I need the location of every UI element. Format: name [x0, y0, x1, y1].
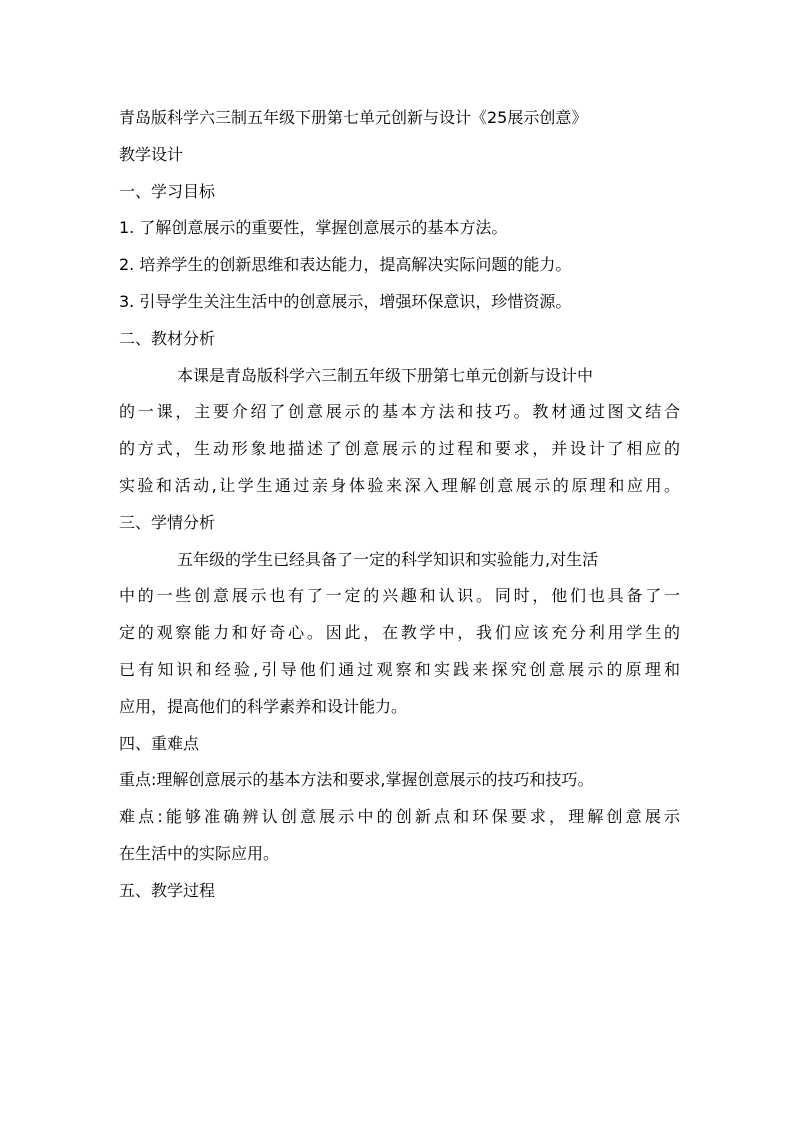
section-heading-process: 五、教学过程: [119, 880, 216, 900]
keypoints-line: 难点:能够准确辨认创意展示中的创新点和环保要求，理解创意展示: [119, 807, 680, 827]
document-subtitle: 教学设计: [119, 144, 184, 164]
students-paragraph-line: 已有知识和经验,引导他们通过观察和实践来探究创意展示的原理和: [119, 659, 680, 679]
material-paragraph-line: 的一课，主要介绍了创意展示的基本方法和技巧。教材通过图文结合: [119, 402, 680, 422]
material-paragraph-line: 本课是青岛版科学六三制五年级下册第七单元创新与设计中: [177, 365, 594, 385]
document-body: [119, 100, 680, 910]
objective-item: 2. 培养学生的创新思维和表达能力，提高解决实际问题的能力。: [119, 255, 572, 275]
section-heading-objectives: 一、学习目标: [119, 181, 216, 201]
section-heading-students: 三、学情分析: [119, 512, 216, 532]
students-paragraph-line: 应用，提高他们的科学素养和设计能力。: [119, 696, 408, 716]
students-paragraph-line: 定的观察能力和好奇心。因此，在教学中，我们应该充分利用学生的: [119, 623, 680, 643]
objective-item: 1. 了解创意展示的重要性，掌握创意展示的基本方法。: [119, 218, 508, 238]
material-paragraph-line: 的方式，生动形象地描述了创意展示的过程和要求，并设计了相应的: [119, 439, 680, 459]
section-heading-keypoints: 四、重难点: [119, 733, 200, 753]
keypoints-line: 在生活中的实际应用。: [119, 843, 280, 863]
document-title: 青岛版科学六三制五年级下册第七单元创新与设计《25展示创意》: [119, 108, 588, 127]
students-paragraph-line: 中的一些创意展示也有了一定的兴趣和认识。同时，他们也具备了一: [119, 586, 680, 606]
keypoints-line: 重点:理解创意展示的基本方法和要求,掌握创意展示的技巧和技巧。: [119, 770, 594, 790]
material-paragraph-line: 实验和活动,让学生通过亲身体验来深入理解创意展示的原理和应用。: [119, 475, 680, 495]
section-heading-material: 二、教材分析: [119, 328, 216, 348]
students-paragraph-line: 五年级的学生已经具备了一定的科学知识和实验能力,对生活: [177, 549, 599, 569]
objective-item: 3. 引导学生关注生活中的创意展示，增强环保意识，珍惜资源。: [119, 291, 572, 311]
